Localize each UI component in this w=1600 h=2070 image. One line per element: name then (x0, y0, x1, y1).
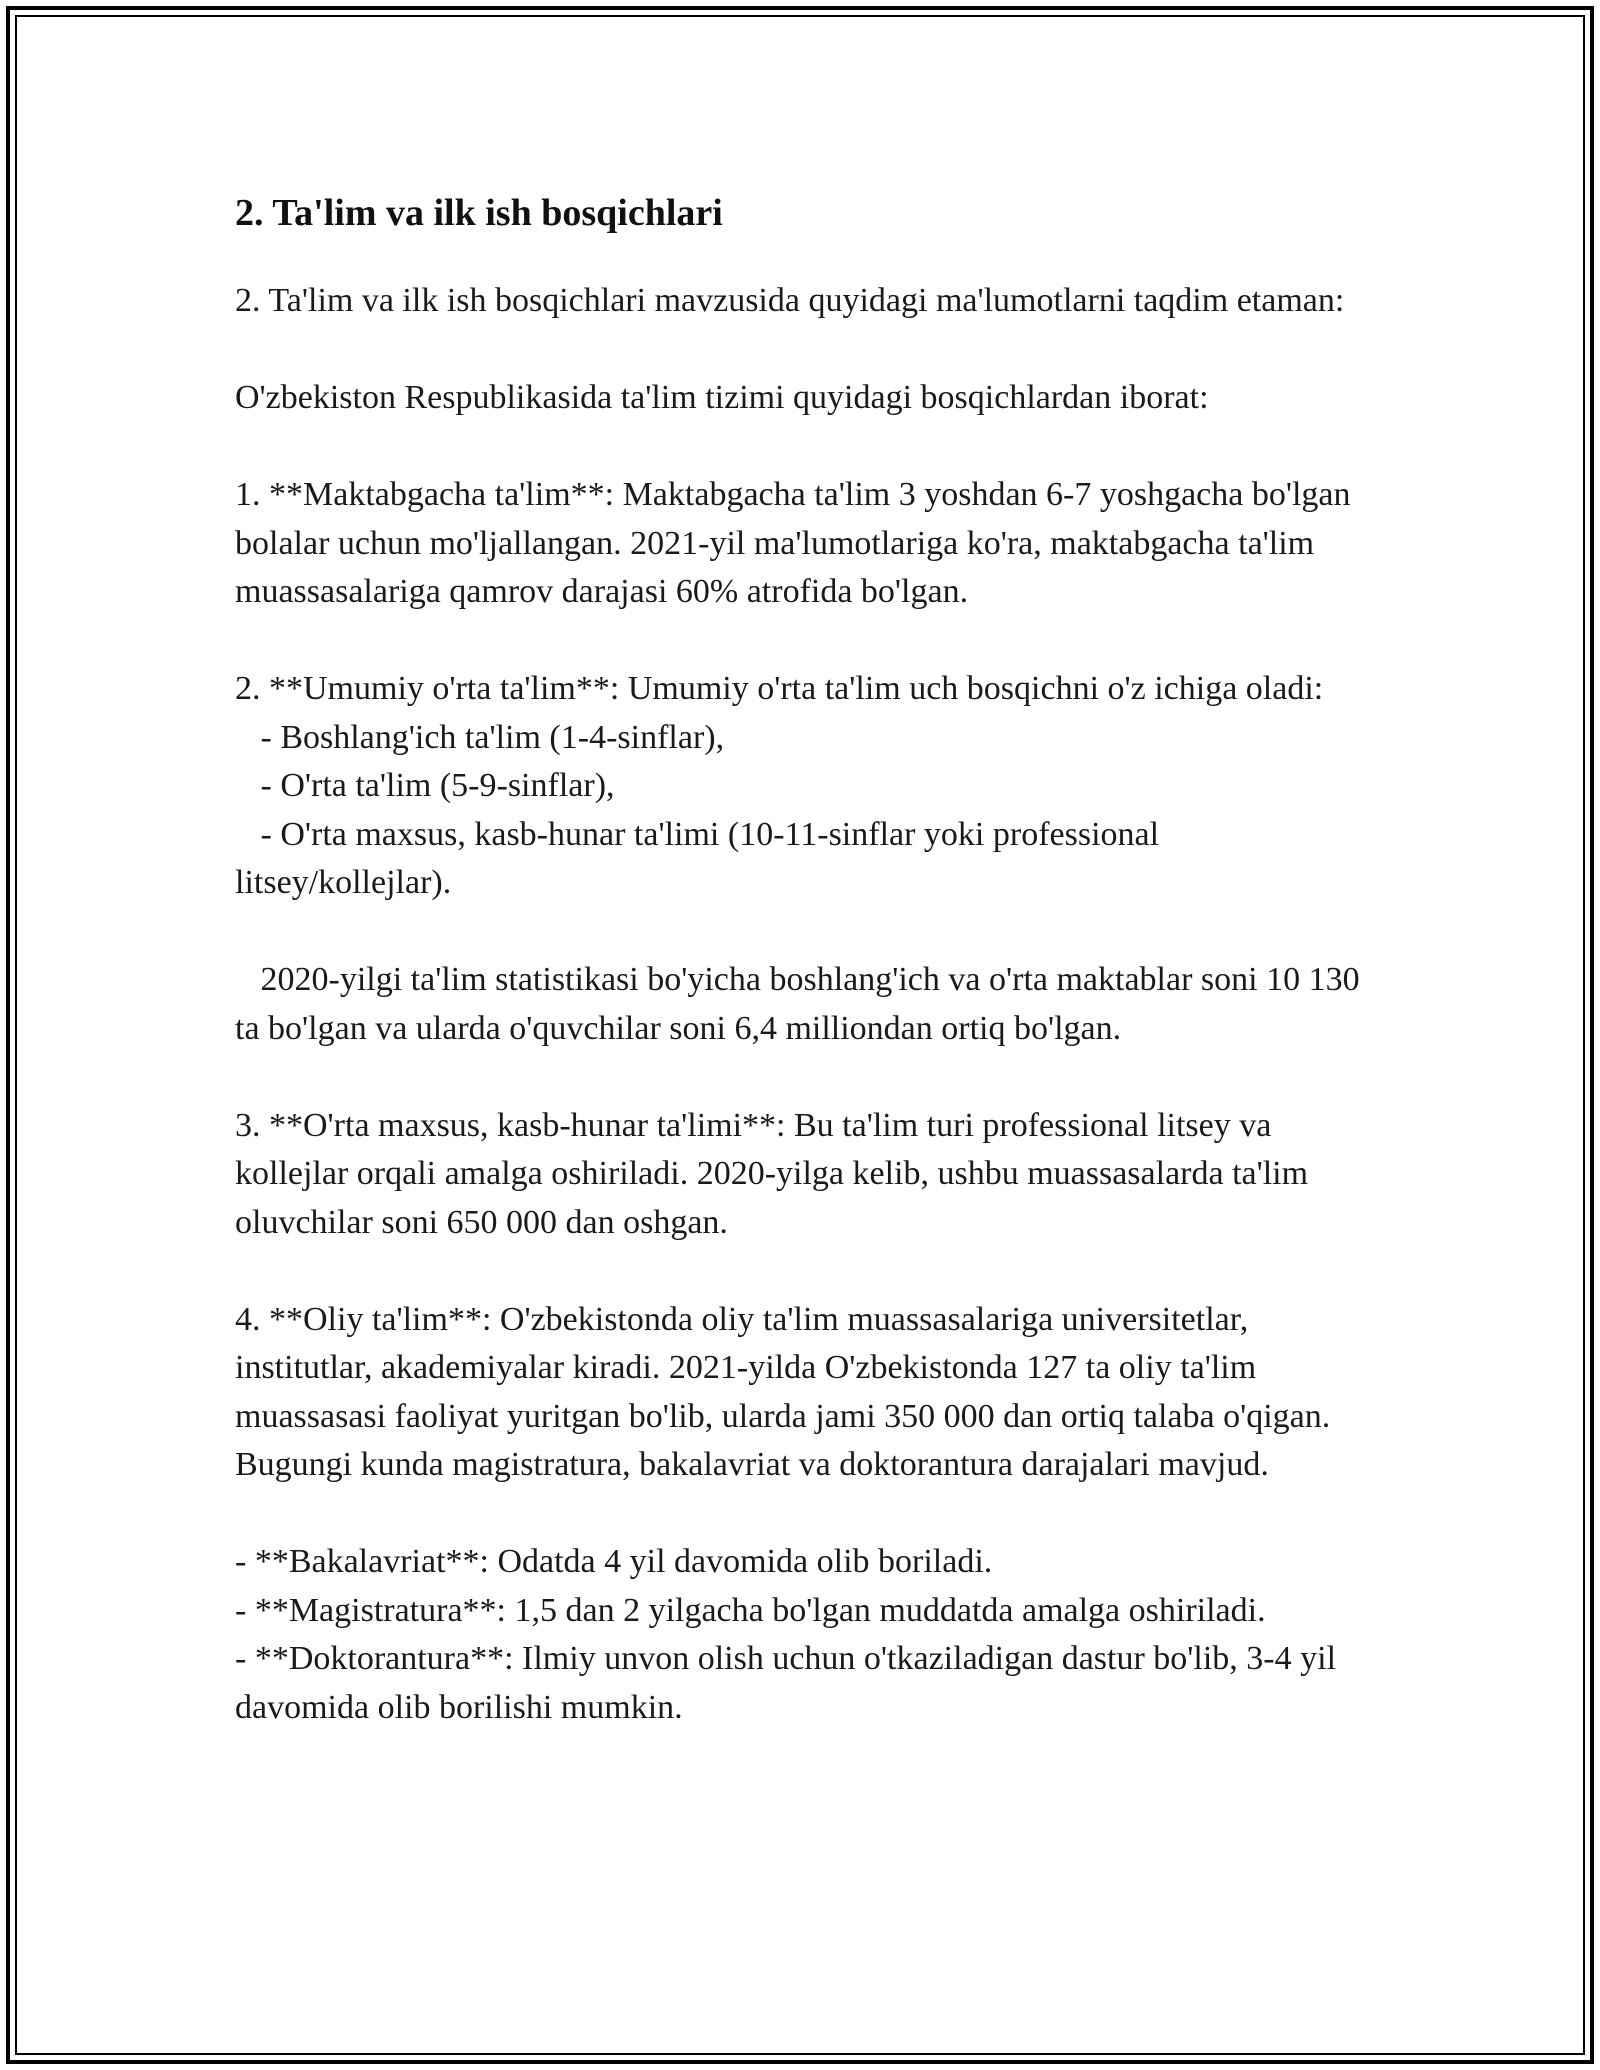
document-body (235, 185, 1375, 1732)
paragraph-spacer (235, 423, 1375, 472)
statistics-paragraph: 2020-yilgi ta'lim statistikasi bo'yicha boshlang'ich va o'rta maktablar soni 10 130 ta bo'lgan va ularda o'quvchilar soni 6,4 milliondan ortiq bo'lgan. (235, 961, 1369, 1047)
paragraph-spacer (235, 326, 1375, 375)
higher-education-paragraph: 4. **Oliy ta'lim**: O'zbekistonda oliy ta'lim muassasalariga universitetlar, institutlar, akademiyalar kiradi. 2021-yilda O'zbekistonda 127 ta oliy ta'lim muassasasi faoliyat yuritgan bo'lib, ularda jami 350 000 dan ortiq talaba o'qigan. Bugungi kunda magistratura, bakalavriat va doktorantura darajalari mavjud. (235, 1300, 1339, 1483)
vocational-paragraph: 3. **O'rta maxsus, kasb-hunar ta'limi**: Bu ta'lim turi professional litsey va kollejlar orqali amalga oshiriladi. 2020-yilga kelib, ushbu muassasalarda ta'lim oluvchilar soni 650 000 dan oshgan. (235, 1106, 1317, 1241)
preschool-paragraph: 1. **Maktabgacha ta'lim**: Maktabgacha ta'lim 3 yoshdan 6-7 yoshgacha bo'lgan bolalar uchun mo'ljallangan. 2021-yil ma'lumotlariga ko'ra, maktabgacha ta'lim muassasalariga qamrov darajasi 60% atrofida bo'lgan. (235, 476, 1360, 610)
paragraph-spacer (235, 1053, 1375, 1102)
paragraph-spacer (235, 1247, 1375, 1296)
degree-levels-list: - **Bakalavriat**: Odatda 4 yil davomida olib boriladi. - **Magistratura**: 1,5 dan 2 yilgacha bo'lgan muddatda amalga oshiriladi. - **Doktorantura**: Ilmiy unvon olish uchun o'tkaziladigan dastur bo'lib, 3-4 yil davomida olib borilishi mumkin. (235, 1543, 1337, 1726)
paragraph-spacer (235, 908, 1375, 957)
paragraph-spacer (235, 1490, 1375, 1539)
section-title: 2. Ta'lim va ilk ish bosqichlari (235, 192, 723, 234)
paragraph-spacer (235, 617, 1375, 666)
general-secondary-paragraph: 2. **Umumiy o'rta ta'lim**: Umumiy o'rta ta'lim uch bosqichni o'z ichiga oladi: - Boshlang'ich ta'lim (1-4-sinflar), - O'rta ta'lim (5-9-sinflar), - O'rta maxsus, kasb-hunar ta'limi (10-11-sinflar yoki professional litsey/kollejlar). (235, 670, 1324, 901)
system-overview-paragraph: O'zbekiston Respublikasida ta'lim tizimi quyidagi bosqichlardan iborat: (235, 379, 1209, 416)
intro-paragraph: 2. Ta'lim va ilk ish bosqichlari mavzusida quyidagi ma'lumotlarni taqdim etaman: (235, 282, 1345, 319)
